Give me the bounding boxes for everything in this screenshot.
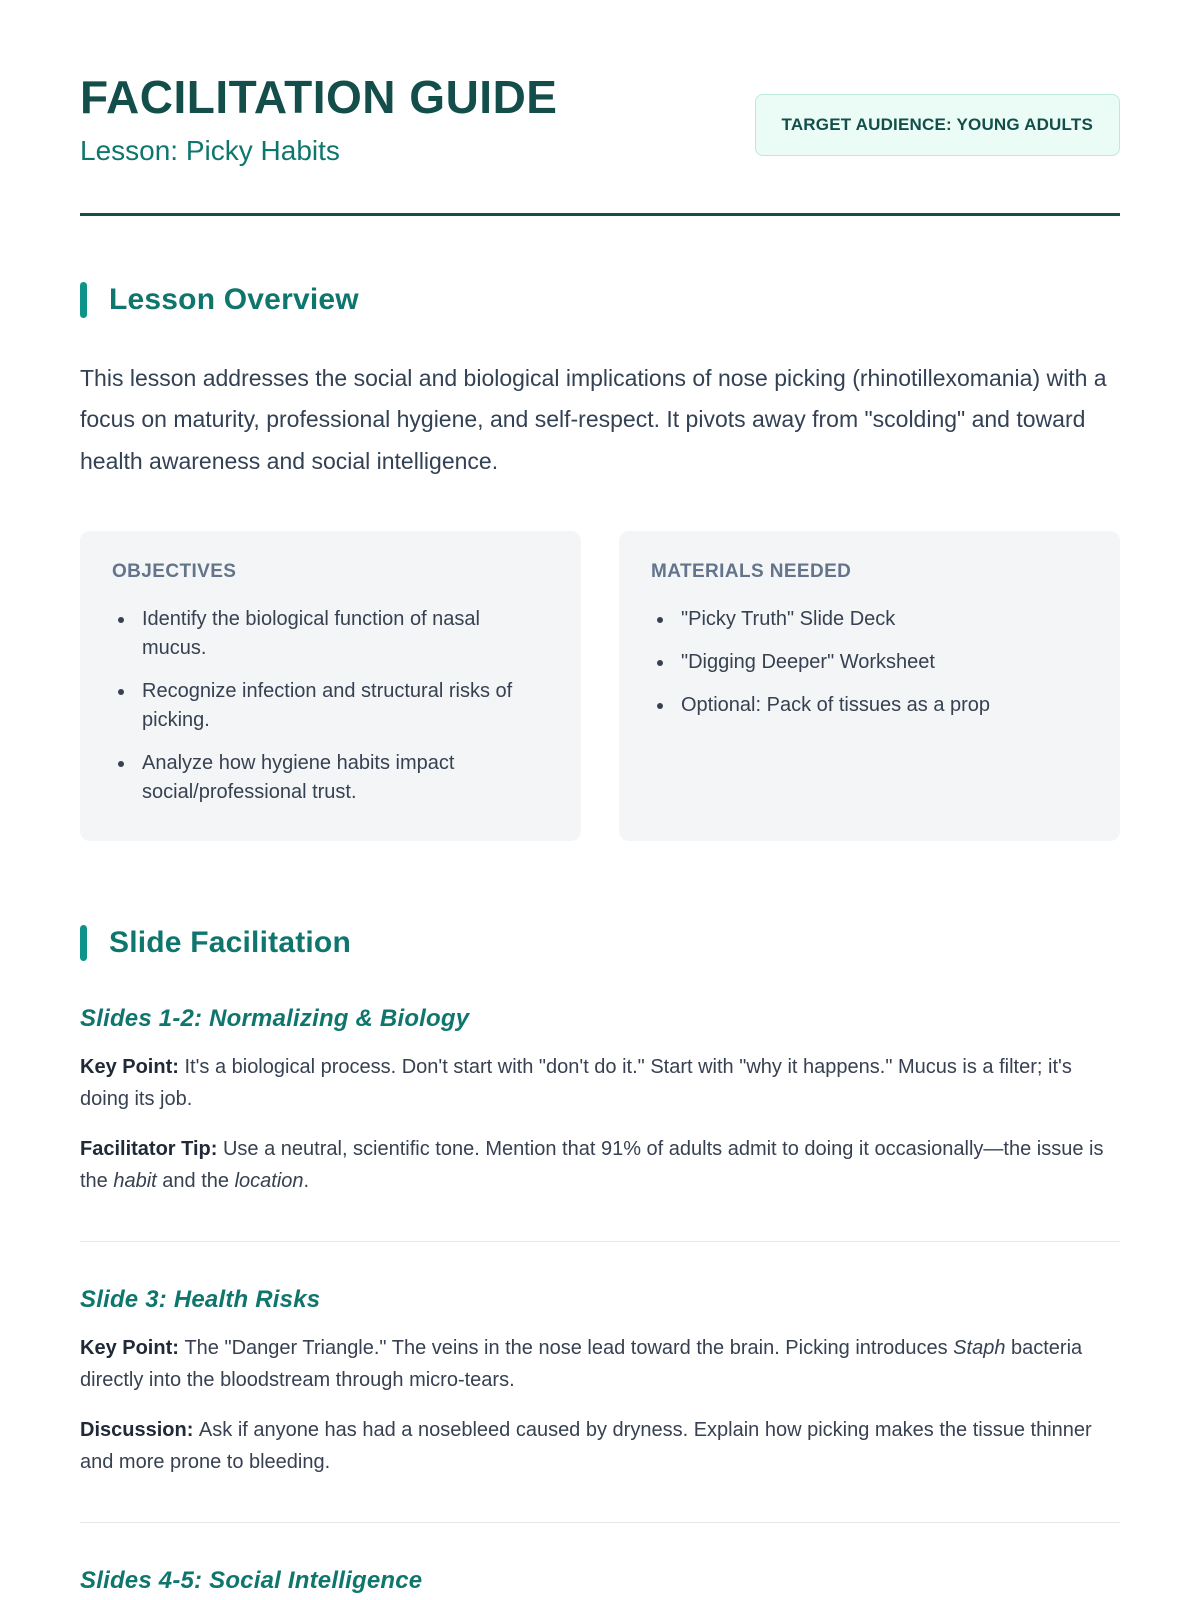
discussion-paragraph: Discussion: Ask if anyone has had a nosebleed caused by dryness. Explain how picking makes the tissue thinner and more prone to bleeding. — [80, 1419, 1092, 1474]
slide-section-1 — [80, 1005, 1120, 1197]
objectives-heading: OBJECTIVES — [112, 561, 237, 583]
slide-section-title: Slides 1-2: Normalizing & Biology — [80, 1005, 470, 1033]
accent-bar — [80, 925, 87, 961]
key-point-paragraph: Key Point: The "Danger Triangle." The veins in the nose lead toward the brain. Picking introduces Staph bacteria directly into the bloodstream through micro-tears. — [80, 1337, 1083, 1392]
section-divider — [80, 1241, 1120, 1242]
overview-paragraph: This lesson addresses the social and biological implications of nose picking (rhinotillexomania) with a focus on maturity, professional hygiene, and self-respect. It pivots away from "scolding" and toward health awareness and social intelligence. — [80, 364, 1107, 475]
title-block — [80, 72, 558, 167]
key-point-paragraph: Key Point: It's a biological process. Don't start with "don't do it." Start with "why it happens." Mucus is a filter; it's doing its job. — [80, 1056, 1072, 1111]
section-lesson-overview — [80, 282, 1120, 842]
accent-bar — [80, 282, 87, 318]
overview-cards — [80, 531, 1120, 841]
objectives-card — [80, 531, 581, 841]
doc-header — [80, 72, 1120, 167]
page-title: FACILITATION GUIDE — [80, 71, 558, 123]
slide-facilitation-heading-label: Slide Facilitation — [109, 926, 351, 960]
slide-section-2 — [80, 1286, 1120, 1478]
materials-card — [619, 531, 1120, 841]
materials-heading: MATERIALS NEEDED — [651, 561, 852, 583]
target-audience-badge: TARGET AUDIENCE: YOUNG ADULTS — [755, 94, 1121, 156]
section-divider — [80, 1522, 1120, 1523]
slide-section-3 — [80, 1567, 1120, 1595]
objectives-list — [112, 605, 549, 807]
list-item: • Recognize infection and structural risks of picking. — [136, 677, 549, 735]
list-item: • Optional: Pack of tissues as a prop — [675, 691, 1088, 720]
list-item: • "Picky Truth" Slide Deck — [675, 605, 1088, 634]
list-item: • "Digging Deeper" Worksheet — [675, 648, 1088, 677]
lesson-overview-heading-label: Lesson Overview — [109, 282, 359, 316]
header-divider — [80, 213, 1120, 216]
slide-facilitation-heading — [80, 925, 1120, 961]
slide-section-title: Slide 3: Health Risks — [80, 1286, 321, 1314]
page-subtitle: Lesson: Picky Habits — [80, 134, 340, 166]
section-slide-facilitation — [80, 925, 1120, 1595]
facilitator-tip-paragraph: Facilitator Tip: Use a neutral, scientific tone. Mention that 91% of adults admit to doing it occasionally—the issue is the habit and the location. — [80, 1138, 1104, 1193]
slide-section-title: Slides 4-5: Social Intelligence — [80, 1567, 423, 1595]
materials-list — [651, 605, 1088, 720]
list-item: • Identify the biological function of nasal mucus. — [136, 605, 549, 663]
lesson-overview-heading — [80, 282, 1120, 318]
list-item: • Analyze how hygiene habits impact social/professional trust. — [136, 749, 549, 807]
